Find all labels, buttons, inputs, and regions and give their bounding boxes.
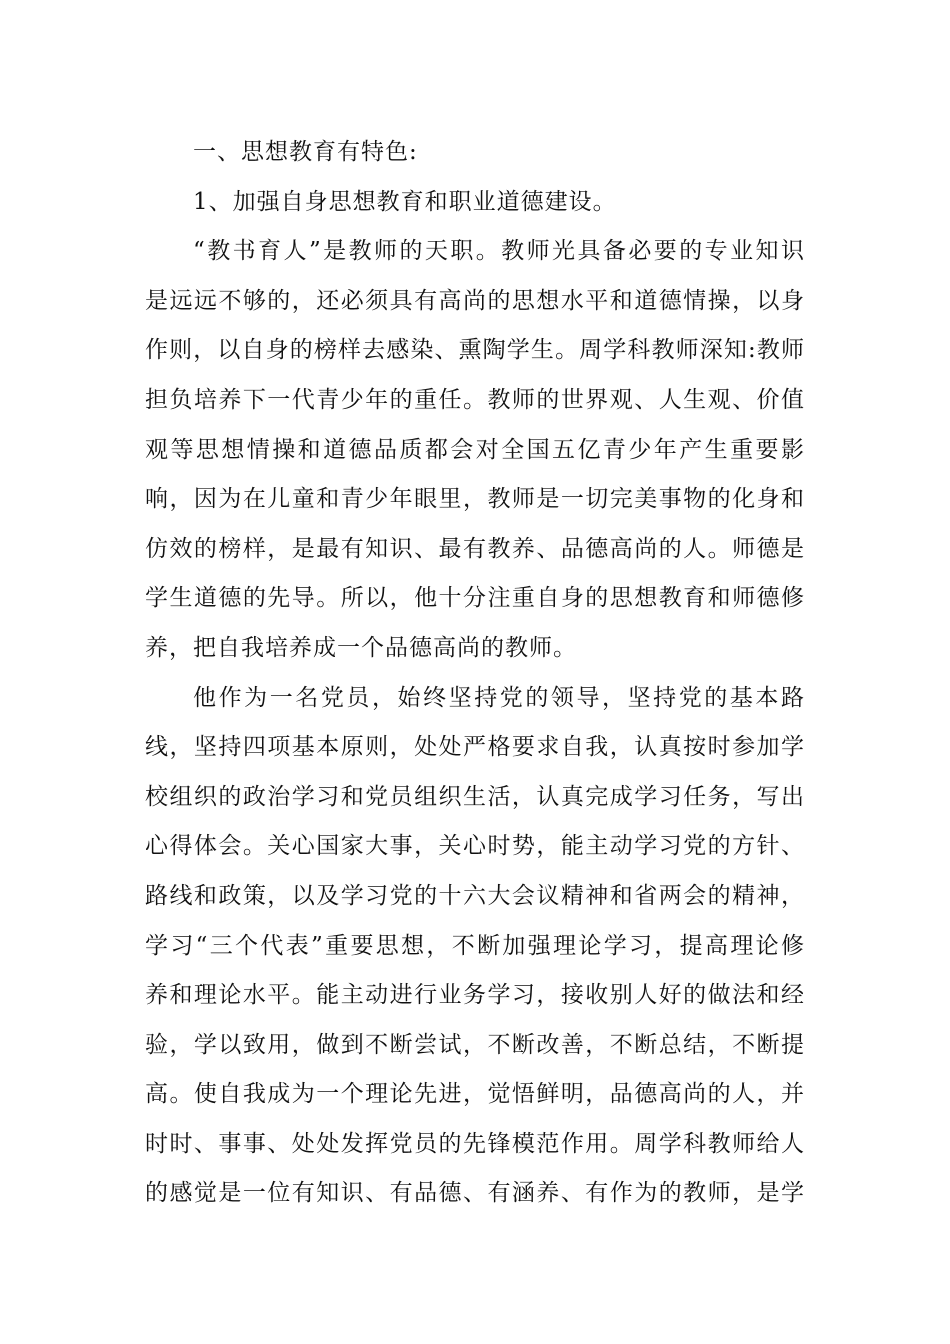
- document-body: [145, 128, 805, 1219]
- paragraph-line: 学生道德的先导。所以，他十分注重自身的思想教育和师德修: [145, 585, 805, 612]
- section-heading: 一、思想教育有特色:: [193, 139, 418, 165]
- paragraph-line: 时时、事事、处处发挥党员的先锋模范作用。周学科教师给人: [145, 1130, 805, 1157]
- paragraph-line: 作则，以自身的榜样去感染、熏陶学生。周学科教师深知:教师: [145, 337, 805, 364]
- paragraph-line: 他作为一名党员，始终坚持党的领导，坚持党的基本路: [193, 684, 805, 711]
- paragraph-line: 线，坚持四项基本原则，处处严格要求自我，认真按时参加学: [145, 734, 805, 761]
- paragraph-line: 学习“三个代表”重要思想，不断加强理论学习，提高理论修: [145, 932, 805, 959]
- subsection-heading: 1、加强自身思想教育和职业道德建设。: [193, 188, 617, 215]
- paragraph-line: 路线和政策，以及学习党的十六大会议精神和省两会的精神，: [145, 882, 805, 909]
- paragraph-line: 仿效的榜样，是最有知识、最有教养、品德高尚的人。师德是: [145, 535, 805, 562]
- paragraph-line: 高。使自我成为一个理论先进，觉悟鲜明，品德高尚的人，并: [145, 1081, 805, 1108]
- paragraph-line: “教书育人”是教师的天职。教师光具备必要的专业知识: [193, 238, 805, 265]
- paragraph-line: 养和理论水平。能主动进行业务学习，接收别人好的做法和经: [145, 982, 805, 1009]
- paragraph-line: 是远远不够的，还必须具有高尚的思想水平和道德情操，以身: [145, 287, 805, 314]
- paragraph-line: 养，把自我培养成一个品德高尚的教师。: [145, 634, 577, 661]
- paragraph-line: 校组织的政治学习和党员组织生活，认真完成学习任务，写出: [145, 783, 805, 810]
- paragraph-line: 观等思想情操和道德品质都会对全国五亿青少年产生重要影: [145, 436, 805, 463]
- paragraph-line: 响，因为在儿童和青少年眼里，教师是一切完美事物的化身和: [145, 486, 805, 513]
- paragraph-line: 验，学以致用，做到不断尝试，不断改善，不断总结，不断提: [145, 1031, 805, 1058]
- paragraph-line: 担负培养下一代青少年的重任。教师的世界观、人生观、价值: [145, 386, 805, 413]
- paragraph-line: 心得体会。关心国家大事，关心时势，能主动学习党的方针、: [145, 833, 805, 860]
- paragraph-line: 的感觉是一位有知识、有品德、有涵养、有作为的教师，是学: [145, 1180, 805, 1207]
